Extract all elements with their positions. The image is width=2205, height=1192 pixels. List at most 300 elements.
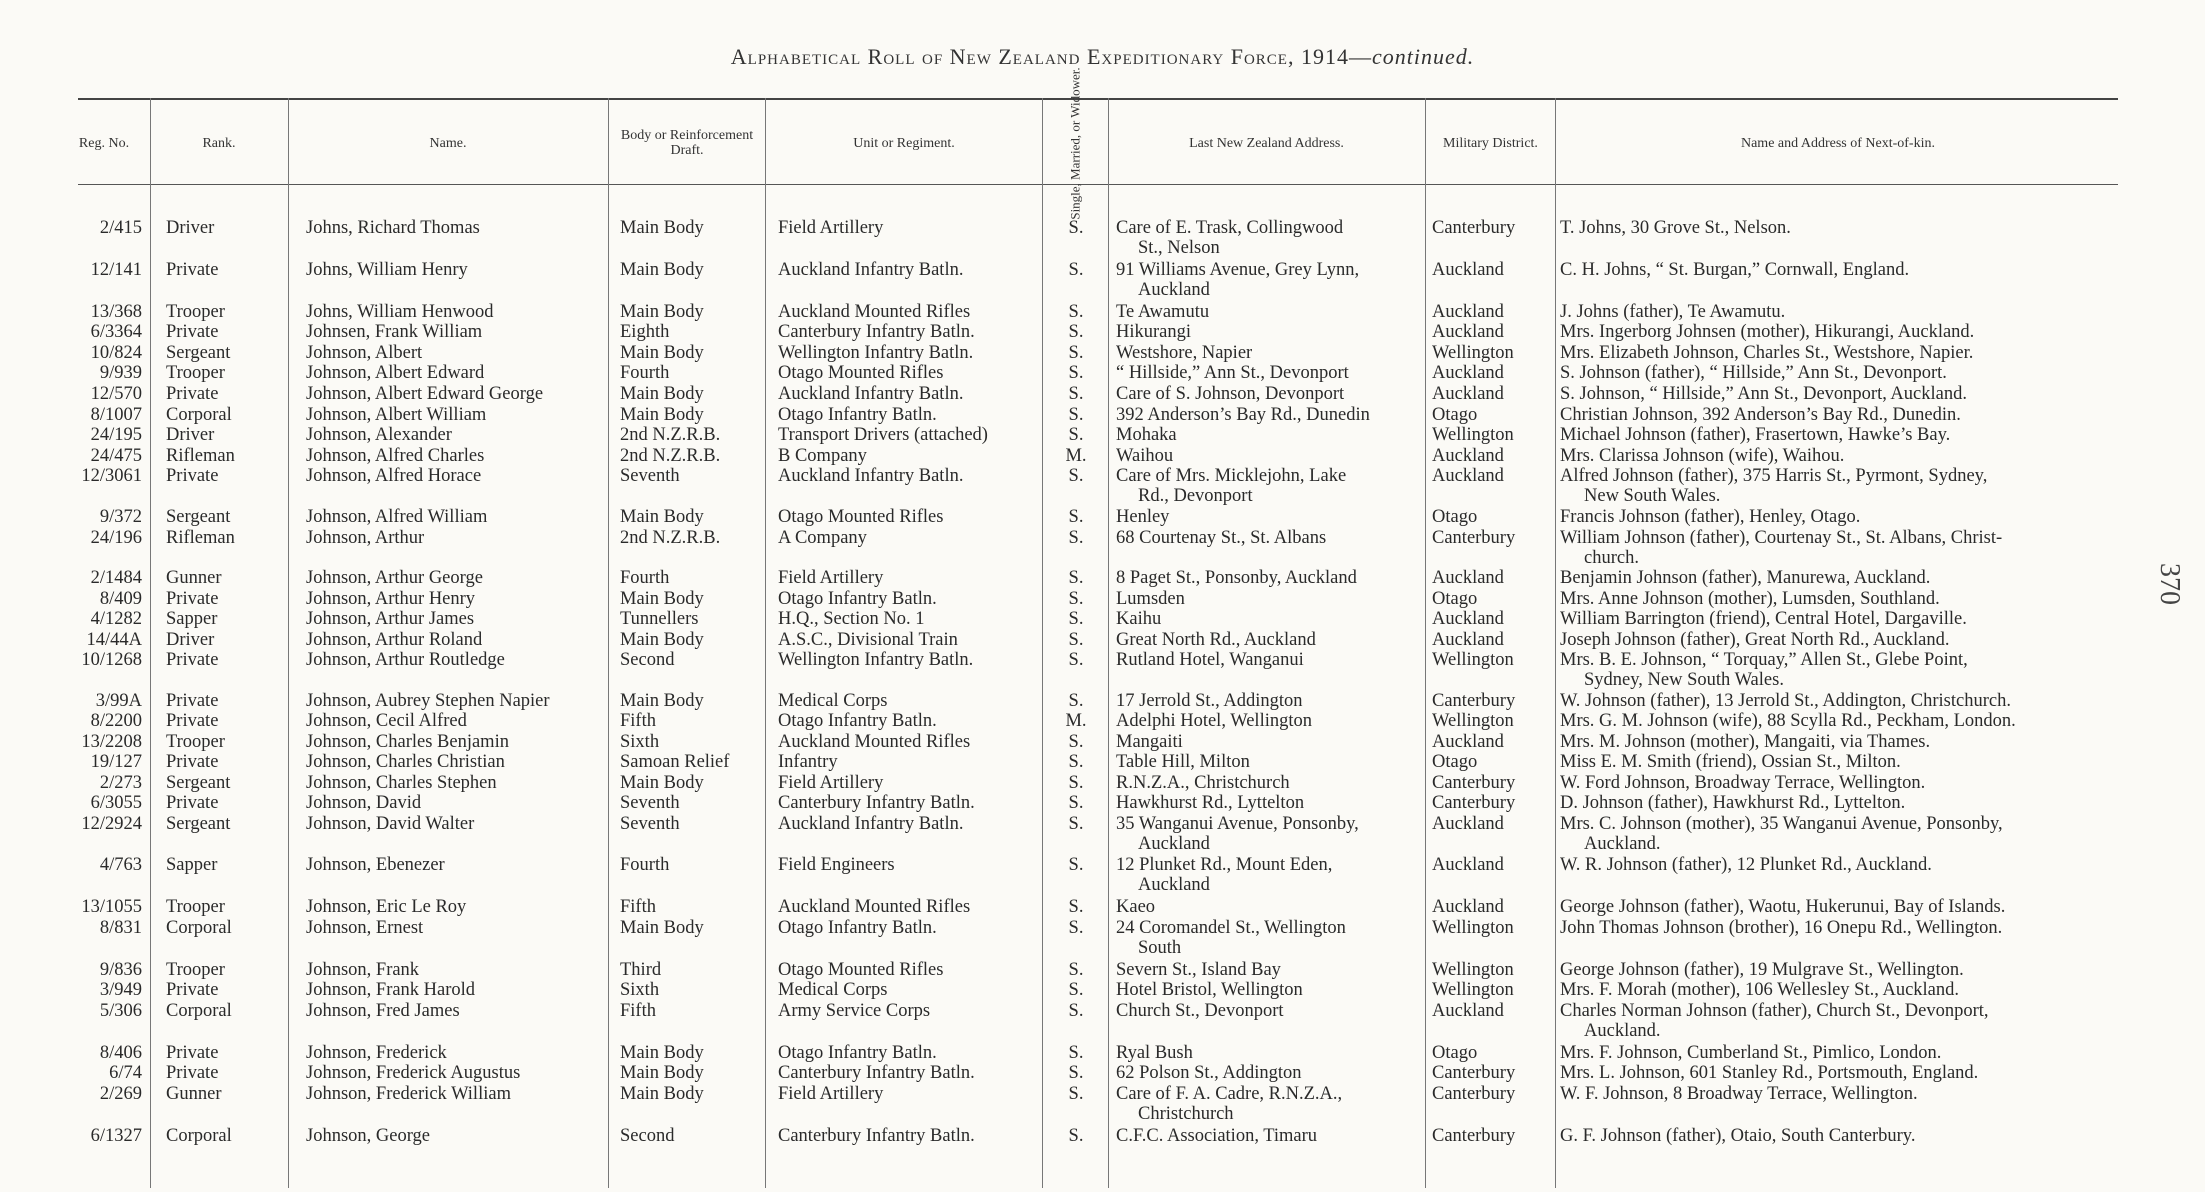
status-cell: S. — [1068, 322, 1084, 342]
body-draft-cell: Main Body — [620, 405, 704, 425]
reg-no-cell: 13/2208 — [81, 732, 142, 752]
district-cell: Wellington — [1432, 650, 1514, 670]
next-of-kin-continuation-cell: church. — [1584, 548, 1639, 568]
rank-cell: Private — [166, 322, 219, 342]
unit-cell: Wellington Infantry Batln. — [778, 343, 974, 363]
address-cell: 91 Williams Avenue, Grey Lynn, — [1116, 260, 1360, 280]
unit-cell: Field Artillery — [778, 218, 884, 238]
body-draft-cell: Main Body — [620, 343, 704, 363]
top-rule — [78, 98, 2118, 100]
address-cell: Hawkhurst Rd., Lyttelton — [1116, 793, 1305, 813]
name-cell: Johns, William Henwood — [306, 302, 494, 322]
next-of-kin-cell: Mrs. B. E. Johnson, “ Torquay,” Allen St., Glebe Point, — [1560, 650, 1968, 670]
unit-cell: Otago Infantry Batln. — [778, 589, 937, 609]
address-cell: Severn St., Island Bay — [1116, 960, 1281, 980]
name-cell: Johnson, Frank Harold — [306, 980, 476, 1000]
body-draft-cell: 2nd N.Z.R.B. — [620, 425, 721, 445]
next-of-kin-cell: George Johnson (father), 19 Mulgrave St., Wellington. — [1560, 960, 1964, 980]
unit-cell: Canterbury Infantry Batln. — [778, 793, 975, 813]
name-cell: Johnson, Charles Christian — [306, 752, 505, 772]
name-cell: Johnson, Alfred Horace — [306, 466, 482, 486]
name-cell: Johnson, Arthur Roland — [306, 630, 483, 650]
district-cell: Canterbury — [1432, 773, 1516, 793]
reg-no-cell: 4/763 — [99, 855, 142, 875]
next-of-kin-cell: J. Johns (father), Te Awamutu. — [1560, 302, 1786, 322]
name-cell: Johnson, Fred James — [306, 1001, 460, 1021]
reg-no-cell: 9/939 — [99, 363, 142, 383]
district-cell: Auckland — [1432, 363, 1504, 383]
unit-cell: Transport Drivers (attached) — [778, 425, 988, 445]
address-cell: Care of Mrs. Micklejohn, Lake — [1116, 466, 1347, 486]
status-cell: S. — [1068, 343, 1084, 363]
status-cell: S. — [1068, 980, 1084, 1000]
reg-no-cell: 4/1282 — [90, 609, 142, 629]
rank-cell: Rifleman — [166, 528, 235, 548]
next-of-kin-cell: Charles Norman Johnson (father), Church St., Devonport, — [1560, 1001, 1989, 1021]
body-draft-cell: 2nd N.Z.R.B. — [620, 446, 721, 466]
name-cell: Johnson, Arthur Routledge — [306, 650, 505, 670]
column-divider — [608, 98, 609, 1188]
status-cell: S. — [1068, 363, 1084, 383]
name-cell: Johns, Richard Thomas — [306, 218, 480, 238]
reg-no-cell: 24/475 — [90, 446, 142, 466]
status-cell: S. — [1068, 528, 1084, 548]
next-of-kin-cell: Mrs. G. M. Johnson (wife), 88 Scylla Rd., Peckham, London. — [1560, 711, 2016, 731]
address-continuation-cell: Auckland — [1138, 834, 1210, 854]
next-of-kin-cell: D. Johnson (father), Hawkhurst Rd., Lyttelton. — [1560, 793, 1906, 813]
unit-cell: Field Artillery — [778, 568, 884, 588]
status-cell: S. — [1068, 960, 1084, 980]
name-cell: Johnson, Frederick — [306, 1043, 447, 1063]
next-of-kin-continuation-cell: Auckland. — [1584, 1021, 1661, 1041]
district-cell: Auckland — [1432, 609, 1504, 629]
body-draft-cell: Fifth — [620, 711, 656, 731]
rank-cell: Sergeant — [166, 343, 231, 363]
district-cell: Wellington — [1432, 711, 1514, 731]
body-draft-cell: Fourth — [620, 568, 670, 588]
column-divider — [288, 98, 289, 1188]
rank-cell: Corporal — [166, 1001, 232, 1021]
rank-cell: Gunner — [166, 1084, 222, 1104]
unit-cell: Medical Corps — [778, 691, 888, 711]
name-cell: Johnson, Ebenezer — [306, 855, 445, 875]
address-cell: 12 Plunket Rd., Mount Eden, — [1116, 855, 1333, 875]
page-title — [0, 44, 2205, 70]
rank-cell: Private — [166, 980, 219, 1000]
next-of-kin-cell: T. Johns, 30 Grove St., Nelson. — [1560, 218, 1791, 238]
reg-no-cell: 24/196 — [90, 528, 142, 548]
next-of-kin-cell: William Barrington (friend), Central Hotel, Dargaville. — [1560, 609, 1967, 629]
reg-no-cell: 13/368 — [90, 302, 142, 322]
address-cell: Church St., Devonport — [1116, 1001, 1284, 1021]
rank-cell: Private — [166, 384, 219, 404]
header-name: Name. — [429, 135, 467, 151]
address-continuation-cell: Christchurch — [1138, 1104, 1234, 1124]
rank-cell: Private — [166, 793, 219, 813]
next-of-kin-cell: Miss E. M. Smith (friend), Ossian St., Milton. — [1560, 752, 1901, 772]
unit-cell: Auckland Infantry Batln. — [778, 384, 964, 404]
unit-cell: Otago Infantry Batln. — [778, 1043, 937, 1063]
reg-no-cell: 10/824 — [90, 343, 142, 363]
reg-no-cell: 12/141 — [90, 260, 142, 280]
district-cell: Canterbury — [1432, 1084, 1516, 1104]
name-cell: Johnsen, Frank William — [306, 322, 483, 342]
unit-cell: Otago Infantry Batln. — [778, 405, 937, 425]
status-cell: S. — [1068, 405, 1084, 425]
district-cell: Otago — [1432, 752, 1478, 772]
name-cell: Johnson, Charles Stephen — [306, 773, 497, 793]
rank-cell: Driver — [166, 218, 215, 238]
next-of-kin-cell: Christian Johnson, 392 Anderson’s Bay Rd., Dunedin. — [1560, 405, 1961, 425]
page-number: 370 — [2154, 563, 2185, 605]
name-cell: Johnson, Albert Edward George — [306, 384, 544, 404]
rank-cell: Trooper — [166, 302, 225, 322]
name-cell: Johnson, Arthur — [306, 528, 425, 548]
next-of-kin-cell: Mrs. F. Johnson, Cumberland St., Pimlico, London. — [1560, 1043, 1942, 1063]
rank-cell: Trooper — [166, 960, 225, 980]
name-cell: Johnson, Cecil Alfred — [306, 711, 467, 731]
status-cell: S. — [1068, 1001, 1084, 1021]
name-cell: Johnson, Frank — [306, 960, 420, 980]
name-cell: Johnson, Ernest — [306, 918, 424, 938]
unit-cell: Army Service Corps — [778, 1001, 931, 1021]
reg-no-cell: 6/1327 — [90, 1126, 142, 1146]
next-of-kin-continuation-cell: Sydney, New South Wales. — [1584, 670, 1784, 690]
rank-cell: Private — [166, 466, 219, 486]
next-of-kin-cell: Mrs. F. Morah (mother), 106 Wellesley St., Auckland. — [1560, 980, 1960, 1000]
address-cell: Care of E. Trask, Collingwood — [1116, 218, 1344, 238]
district-cell: Otago — [1432, 589, 1478, 609]
address-continuation-cell: South — [1138, 938, 1182, 958]
next-of-kin-cell: William Johnson (father), Courtenay St., St. Albans, Christ- — [1560, 528, 2003, 548]
name-cell: Johnson, George — [306, 1126, 431, 1146]
next-of-kin-cell: Mrs. L. Johnson, 601 Stanley Rd., Portsmouth, England. — [1560, 1063, 1979, 1083]
unit-cell: A Company — [778, 528, 867, 548]
reg-no-cell: 24/195 — [90, 425, 142, 445]
reg-no-cell: 8/2200 — [90, 711, 142, 731]
status-cell: S. — [1068, 568, 1084, 588]
next-of-kin-cell: Michael Johnson (father), Frasertown, Hawke’s Bay. — [1560, 425, 1951, 445]
unit-cell: Auckland Mounted Rifles — [778, 732, 971, 752]
body-draft-cell: Seventh — [620, 466, 680, 486]
address-cell: Care of F. A. Cadre, R.N.Z.A., — [1116, 1084, 1343, 1104]
next-of-kin-cell: S. Johnson, “ Hillside,” Ann St., Devonport, Auckland. — [1560, 384, 1967, 404]
name-cell: Johnson, David Walter — [306, 814, 475, 834]
address-cell: Lumsden — [1116, 589, 1185, 609]
reg-no-cell: 8/1007 — [90, 405, 142, 425]
next-of-kin-cell: Joseph Johnson (father), Great North Rd., Auckland. — [1560, 630, 1950, 650]
district-cell: Otago — [1432, 1043, 1478, 1063]
unit-cell: Field Artillery — [778, 773, 884, 793]
reg-no-cell: 13/1055 — [81, 897, 142, 917]
body-draft-cell: Main Body — [620, 1063, 704, 1083]
district-cell: Wellington — [1432, 980, 1514, 1000]
status-cell: S. — [1068, 752, 1084, 772]
status-cell: S. — [1068, 814, 1084, 834]
district-cell: Canterbury — [1432, 793, 1516, 813]
body-draft-cell: Main Body — [620, 1084, 704, 1104]
reg-no-cell: 3/99A — [95, 691, 142, 711]
district-cell: Wellington — [1432, 960, 1514, 980]
header-district: Military District. — [1443, 135, 1538, 151]
address-cell: 35 Wanganui Avenue, Ponsonby, — [1116, 814, 1359, 834]
unit-cell: Otago Mounted Rifles — [778, 363, 944, 383]
name-cell: Johnson, Albert William — [306, 405, 487, 425]
body-draft-cell: Main Body — [620, 630, 704, 650]
reg-no-cell: 6/74 — [109, 1063, 142, 1083]
rank-cell: Trooper — [166, 363, 225, 383]
district-cell: Auckland — [1432, 446, 1504, 466]
unit-cell: Auckland Mounted Rifles — [778, 302, 971, 322]
status-cell: S. — [1068, 630, 1084, 650]
unit-cell: Medical Corps — [778, 980, 888, 1000]
reg-no-cell: 12/2924 — [81, 814, 142, 834]
name-cell: Johnson, Albert — [306, 343, 423, 363]
column-divider — [765, 98, 766, 1188]
address-cell: Mangaiti — [1116, 732, 1183, 752]
unit-cell: Wellington Infantry Batln. — [778, 650, 974, 670]
body-draft-cell: Main Body — [620, 773, 704, 793]
address-continuation-cell: Auckland — [1138, 875, 1210, 895]
rank-cell: Private — [166, 711, 219, 731]
next-of-kin-cell: W. F. Johnson, 8 Broadway Terrace, Wellington. — [1560, 1084, 1918, 1104]
column-divider — [1042, 98, 1043, 1188]
status-cell: S. — [1068, 918, 1084, 938]
status-cell: M. — [1065, 711, 1087, 731]
next-of-kin-cell: W. R. Johnson (father), 12 Plunket Rd., Auckland. — [1560, 855, 1932, 875]
address-cell: Kaihu — [1116, 609, 1162, 629]
body-draft-cell: Seventh — [620, 793, 680, 813]
rank-cell: Corporal — [166, 918, 232, 938]
body-draft-cell: Eighth — [620, 322, 670, 342]
header-body-draft: Body or Reinforcement Draft. — [620, 128, 754, 158]
unit-cell: Otago Mounted Rifles — [778, 507, 944, 527]
address-cell: Henley — [1116, 507, 1170, 527]
status-cell: S. — [1068, 650, 1084, 670]
rank-cell: Private — [166, 260, 219, 280]
unit-cell: Auckland Infantry Batln. — [778, 814, 964, 834]
unit-cell: Otago Infantry Batln. — [778, 711, 937, 731]
address-cell: Ryal Bush — [1116, 1043, 1193, 1063]
address-cell: Kaeo — [1116, 897, 1156, 917]
status-cell: S. — [1068, 793, 1084, 813]
address-cell: Mohaka — [1116, 425, 1177, 445]
address-cell: 68 Courtenay St., St. Albans — [1116, 528, 1327, 548]
district-cell: Auckland — [1432, 384, 1504, 404]
body-draft-cell: 2nd N.Z.R.B. — [620, 528, 721, 548]
address-cell: Hotel Bristol, Wellington — [1116, 980, 1303, 1000]
next-of-kin-cell: Mrs. M. Johnson (mother), Mangaiti, via Thames. — [1560, 732, 1931, 752]
status-cell: S. — [1068, 425, 1084, 445]
status-cell: S. — [1068, 302, 1084, 322]
unit-cell: Canterbury Infantry Batln. — [778, 322, 975, 342]
name-cell: Johnson, Alfred William — [306, 507, 488, 527]
unit-cell: B Company — [778, 446, 867, 466]
body-draft-cell: Main Body — [620, 1043, 704, 1063]
header-address: Last New Zealand Address. — [1189, 135, 1344, 151]
district-cell: Otago — [1432, 507, 1478, 527]
status-cell: S. — [1068, 1126, 1084, 1146]
reg-no-cell: 12/3061 — [81, 466, 142, 486]
name-cell: Johnson, Albert Edward — [306, 363, 485, 383]
next-of-kin-cell: Francis Johnson (father), Henley, Otago. — [1560, 507, 1861, 527]
name-cell: Johnson, David — [306, 793, 422, 813]
body-draft-cell: Main Body — [620, 589, 704, 609]
reg-no-cell: 6/3055 — [90, 793, 142, 813]
header-rank: Rank. — [202, 135, 236, 151]
column-divider — [150, 98, 151, 1188]
status-cell: S. — [1068, 773, 1084, 793]
address-cell: Rutland Hotel, Wanganui — [1116, 650, 1304, 670]
body-draft-cell: Second — [620, 650, 675, 670]
header-rule — [78, 184, 2118, 185]
rank-cell: Driver — [166, 425, 215, 445]
address-cell: 8 Paget St., Ponsonby, Auckland — [1116, 568, 1357, 588]
reg-no-cell: 5/306 — [99, 1001, 142, 1021]
district-cell: Wellington — [1432, 343, 1514, 363]
status-cell: S. — [1068, 466, 1084, 486]
body-draft-cell: Main Body — [620, 918, 704, 938]
next-of-kin-cell: Mrs. C. Johnson (mother), 35 Wanganui Avenue, Ponsonby, — [1560, 814, 2003, 834]
next-of-kin-cell: Mrs. Anne Johnson (mother), Lumsden, Southland. — [1560, 589, 1940, 609]
status-cell: S. — [1068, 589, 1084, 609]
address-cell: Waihou — [1116, 446, 1174, 466]
address-cell: Table Hill, Milton — [1116, 752, 1250, 772]
district-cell: Canterbury — [1432, 218, 1516, 238]
unit-cell: Canterbury Infantry Batln. — [778, 1063, 975, 1083]
name-cell: Johnson, Frederick Augustus — [306, 1063, 521, 1083]
district-cell: Otago — [1432, 405, 1478, 425]
address-continuation-cell: Rd., Devonport — [1138, 486, 1253, 506]
status-cell: S. — [1068, 507, 1084, 527]
next-of-kin-cell: Mrs. Ingerborg Johnsen (mother), Hikurangi, Auckland. — [1560, 322, 1975, 342]
address-cell: Great North Rd., Auckland — [1116, 630, 1316, 650]
unit-cell: A.S.C., Divisional Train — [778, 630, 958, 650]
district-cell: Canterbury — [1432, 528, 1516, 548]
status-cell: S. — [1068, 1043, 1084, 1063]
rank-cell: Corporal — [166, 1126, 232, 1146]
unit-cell: Otago Mounted Rifles — [778, 960, 944, 980]
district-cell: Auckland — [1432, 732, 1504, 752]
district-cell: Auckland — [1432, 814, 1504, 834]
body-draft-cell: Main Body — [620, 302, 704, 322]
next-of-kin-cell: Alfred Johnson (father), 375 Harris St., Pyrmont, Sydney, — [1560, 466, 1988, 486]
column-divider — [1108, 98, 1109, 1188]
rank-cell: Private — [166, 752, 219, 772]
body-draft-cell: Second — [620, 1126, 675, 1146]
address-continuation-cell: Auckland — [1138, 280, 1210, 300]
rank-cell: Sergeant — [166, 507, 231, 527]
rank-cell: Sapper — [166, 855, 218, 875]
district-cell: Auckland — [1432, 897, 1504, 917]
district-cell: Wellington — [1432, 425, 1514, 445]
address-cell: Care of S. Johnson, Devonport — [1116, 384, 1345, 404]
reg-no-cell: 8/831 — [99, 918, 142, 938]
name-cell: Johnson, Aubrey Stephen Napier — [306, 691, 550, 711]
status-cell: S. — [1068, 384, 1084, 404]
next-of-kin-cell: W. Johnson (father), 13 Jerrold St., Addington, Christchurch. — [1560, 691, 2011, 711]
address-cell: 62 Polson St., Addington — [1116, 1063, 1302, 1083]
district-cell: Canterbury — [1432, 691, 1516, 711]
rank-cell: Corporal — [166, 405, 232, 425]
district-cell: Auckland — [1432, 1001, 1504, 1021]
unit-cell: Infantry — [778, 752, 838, 772]
next-of-kin-cell: W. Ford Johnson, Broadway Terrace, Wellington. — [1560, 773, 1926, 793]
rank-cell: Driver — [166, 630, 215, 650]
reg-no-cell: 9/836 — [99, 960, 142, 980]
header-next-of-kin: Name and Address of Next-of-kin. — [1740, 135, 1935, 151]
address-cell: 392 Anderson’s Bay Rd., Dunedin — [1116, 405, 1370, 425]
next-of-kin-cell: Mrs. Elizabeth Johnson, Charles St., Westshore, Napier. — [1560, 343, 1974, 363]
title-main: Alphabetical Roll of New Zealand Expeditionary Force, 1914— — [730, 44, 1372, 69]
district-cell: Auckland — [1432, 630, 1504, 650]
address-cell: R.N.Z.A., Christchurch — [1116, 773, 1290, 793]
rank-cell: Private — [166, 691, 219, 711]
name-cell: Johnson, Alexander — [306, 425, 452, 445]
name-cell: Johnson, Arthur Henry — [306, 589, 476, 609]
reg-no-cell: 8/409 — [99, 589, 142, 609]
address-cell: “ Hillside,” Ann St., Devonport — [1116, 363, 1349, 383]
reg-no-cell: 10/1268 — [81, 650, 142, 670]
unit-cell: Otago Infantry Batln. — [778, 918, 937, 938]
reg-no-cell: 9/372 — [99, 507, 142, 527]
address-cell: Adelphi Hotel, Wellington — [1116, 711, 1312, 731]
body-draft-cell: Tunnellers — [620, 609, 699, 629]
rank-cell: Sergeant — [166, 773, 231, 793]
rank-cell: Rifleman — [166, 446, 235, 466]
body-draft-cell: Seventh — [620, 814, 680, 834]
body-draft-cell: Sixth — [620, 980, 660, 1000]
status-cell: S. — [1068, 855, 1084, 875]
address-cell: 17 Jerrold St., Addington — [1116, 691, 1303, 711]
header-reg-no: Reg. No. — [78, 135, 130, 151]
rank-cell: Private — [166, 650, 219, 670]
status-cell: S. — [1068, 732, 1084, 752]
rank-cell: Private — [166, 1063, 219, 1083]
rank-cell: Private — [166, 589, 219, 609]
next-of-kin-cell: Benjamin Johnson (father), Manurewa, Auckland. — [1560, 568, 1931, 588]
rank-cell: Trooper — [166, 897, 225, 917]
next-of-kin-cell: George Johnson (father), Waotu, Hukerunui, Bay of Islands. — [1560, 897, 2006, 917]
next-of-kin-cell: S. Johnson (father), “ Hillside,” Ann St., Devonport. — [1560, 363, 1947, 383]
address-continuation-cell: St., Nelson — [1138, 238, 1220, 258]
title-suffix: continued. — [1371, 44, 1475, 69]
unit-cell: Auckland Infantry Batln. — [778, 466, 964, 486]
body-draft-cell: Main Body — [620, 691, 704, 711]
address-cell: 24 Coromandel St., Wellington — [1116, 918, 1346, 938]
address-cell: Te Awamutu — [1116, 302, 1210, 322]
next-of-kin-cell: John Thomas Johnson (brother), 16 Onepu Rd., Wellington. — [1560, 918, 2003, 938]
status-cell: S. — [1068, 218, 1084, 238]
body-draft-cell: Samoan Relief — [620, 752, 730, 772]
unit-cell: Auckland Infantry Batln. — [778, 260, 964, 280]
district-cell: Wellington — [1432, 918, 1514, 938]
rank-cell: Trooper — [166, 732, 225, 752]
reg-no-cell: 19/127 — [90, 752, 142, 772]
body-draft-cell: Fifth — [620, 1001, 656, 1021]
rank-cell: Sergeant — [166, 814, 231, 834]
reg-no-cell: 2/273 — [99, 773, 142, 793]
name-cell: Johnson, Alfred Charles — [306, 446, 485, 466]
name-cell: Johnson, Eric Le Roy — [306, 897, 467, 917]
rank-cell: Private — [166, 1043, 219, 1063]
status-cell: S. — [1068, 1084, 1084, 1104]
reg-no-cell: 2/1484 — [90, 568, 142, 588]
body-draft-cell: Main Body — [620, 260, 704, 280]
reg-no-cell: 2/269 — [99, 1084, 142, 1104]
name-cell: Johnson, Arthur James — [306, 609, 475, 629]
reg-no-cell: 2/415 — [99, 218, 142, 238]
